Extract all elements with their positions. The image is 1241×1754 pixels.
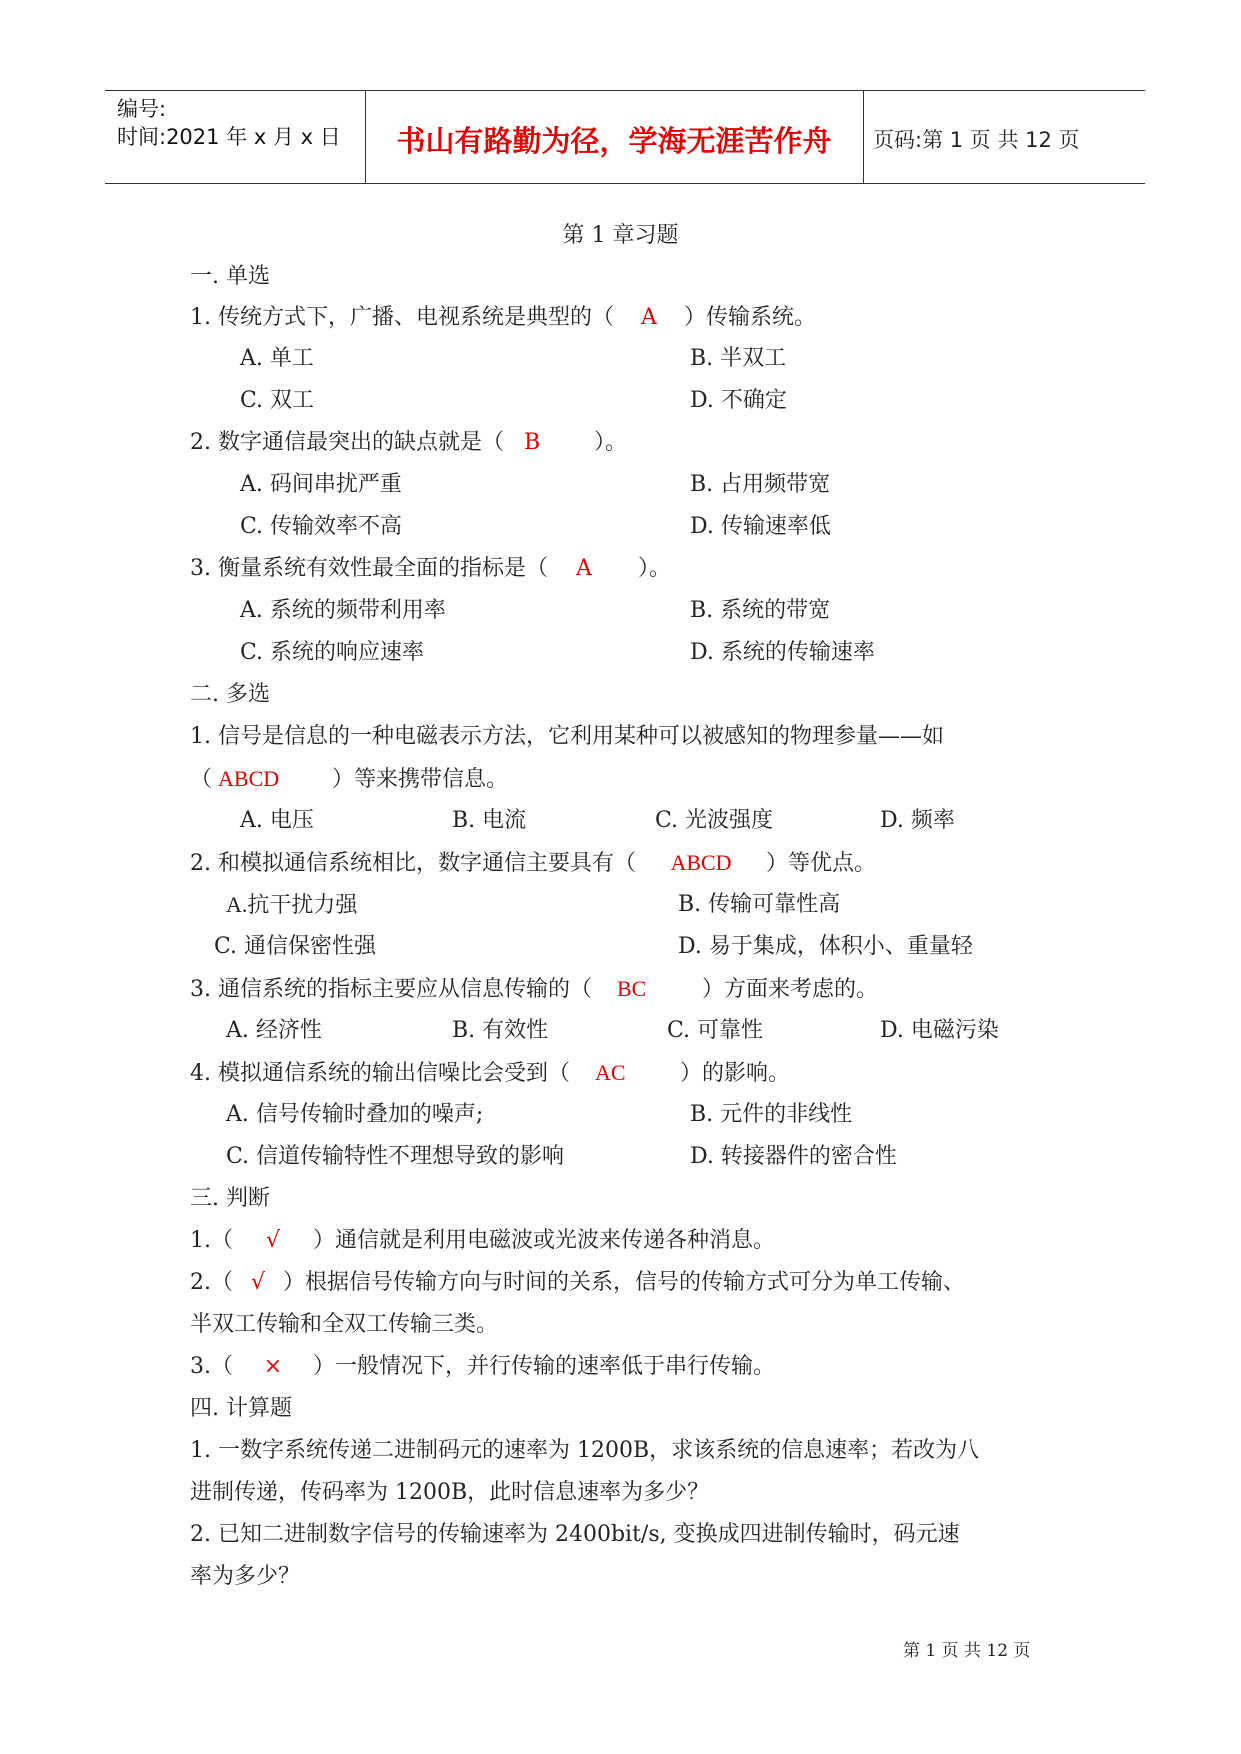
option-b: B. 传输可靠性高 [678,892,841,917]
header-table [105,90,1145,184]
question-stem [190,1353,775,1381]
option-c: C. 系统的响应速率 [240,640,425,665]
question-stem [190,1227,775,1255]
option-c: C. 双工 [240,388,315,413]
stem-text: ）传输系统。 [684,305,817,330]
option-a: A.抗干扰力强 [226,892,358,917]
answer: ABCD [670,850,732,875]
question-stem: 进制传递，传码率为 1200B，此时信息速率为多少？ [190,1480,710,1505]
section-heading: 四. 计算题 [190,1396,292,1421]
section-heading: 二. 多选 [190,682,270,707]
stem-text: 2. 和模拟通信系统相比，数字通信主要具有（ [190,851,636,876]
option-b: B. 有效性 [452,1018,549,1043]
option-a: A. 码间串扰严重 [240,472,402,497]
question-stem [190,1059,790,1088]
stem-text: ）。 [638,556,672,581]
option-a: A. 经济性 [226,1018,322,1043]
option-a: A. 信号传输时叠加的噪声; [226,1102,484,1127]
stem-text: ）。 [593,430,627,455]
page-code: 页码:第 1 页 共 12 页 [873,128,1080,152]
answer: A [576,556,592,581]
stem-text: 2.（ [190,1270,233,1295]
page-title: 第 1 章习题 [562,223,679,248]
answer: BC [617,976,647,1001]
section-heading: 三. 判断 [190,1186,270,1211]
section-heading: 一. 单选 [190,264,270,289]
option-c: C. 光波强度 [655,808,774,833]
option-c: C. 传输效率不高 [240,514,403,539]
answer: × [263,1354,283,1379]
question-stem [190,975,878,1004]
option-d: D. 频率 [880,808,955,833]
answer: √ [265,1228,281,1253]
page-footer: 第 1 页 共 12 页 [903,1641,1031,1661]
option-c: C. 可靠性 [667,1018,764,1043]
stem-text: 1. 传统方式下，广播、电视系统是典型的（ [190,305,614,330]
option-d: D. 传输速率低 [690,514,831,539]
stem-text: 2. 数字通信最突出的缺点就是（ [190,430,504,455]
option-c: C. 通信保密性强 [214,934,377,959]
stem-text: ）通信就是利用电磁波或光波来传递各种消息。 [313,1228,776,1253]
option-a: A. 电压 [240,808,314,833]
option-d: D. 系统的传输速率 [690,640,875,665]
option-d: D. 易于集成，体积小、重量轻 [678,934,973,959]
stem-text: ）等来携带信息。 [332,767,509,792]
answer: AC [595,1060,626,1085]
question-stem: 率为多少？ [190,1564,301,1589]
stem-text: ）根据信号传输方向与时间的关系，信号的传输方式可分为单工传输、 [283,1270,966,1295]
question-stem [190,555,671,583]
answer: B [523,430,541,455]
stem-text: ）等优点。 [766,851,877,876]
stem-text: ）方面来考虑的。 [702,977,879,1002]
option-d: D. 电磁污染 [880,1018,999,1043]
answer: A [641,305,657,330]
stem-text: 4. 模拟通信系统的输出信噪比会受到（ [190,1061,570,1086]
stem-text: 3. 通信系统的指标主要应从信息传输的（ [190,977,592,1002]
stem-text: 3.（ [190,1354,233,1379]
header-divider [863,91,864,183]
question-stem [190,304,816,332]
stem-text: 3. 衡量系统有效性最全面的指标是（ [190,556,548,581]
question-stem: 2. 已知二进制数字信号的传输速率为 2400bit/s, 变换成四进制传输时，码元速 [190,1522,960,1547]
option-b: B. 半双工 [690,346,787,371]
answer: ABCD [218,766,280,791]
time-label: 时间:2021 年 x 月 x 日 [117,125,341,149]
option-b: B. 元件的非线性 [690,1102,853,1127]
option-b: B. 占用频带宽 [690,472,831,497]
question-stem: 1. 一数字系统传递二进制码元的速率为 1200B，求该系统的信息速率；若改为八 [190,1438,980,1463]
answer: √ [250,1270,266,1295]
question-stem [190,429,627,457]
option-a: A. 系统的频带利用率 [240,598,446,623]
option-b: B. 电流 [452,808,527,833]
option-c: C. 信道传输特性不理想导致的影响 [226,1144,565,1169]
question-stem: 半双工传输和全双工传输三类。 [190,1312,499,1337]
question-stem: 1. 信号是信息的一种电磁表示方法，它利用某种可以被感知的物理参量——如 [190,724,944,749]
stem-text: ）的影响。 [680,1061,791,1086]
number-label: 编号: [117,97,167,121]
motto: 书山有路勤为径，学海无涯苦作舟 [396,124,832,158]
question-stem [190,1269,965,1297]
stem-text: ）一般情况下，并行传输的速率低于串行传输。 [313,1354,776,1379]
option-d: D. 不确定 [690,388,787,413]
question-stem [190,849,876,878]
option-a: A. 单工 [240,346,314,371]
stem-text: 1.（ [190,1228,233,1253]
option-d: D. 转接器件的密合性 [690,1144,897,1169]
option-b: B. 系统的带宽 [690,598,831,623]
question-stem [190,765,508,794]
stem-text: （ [190,767,213,792]
